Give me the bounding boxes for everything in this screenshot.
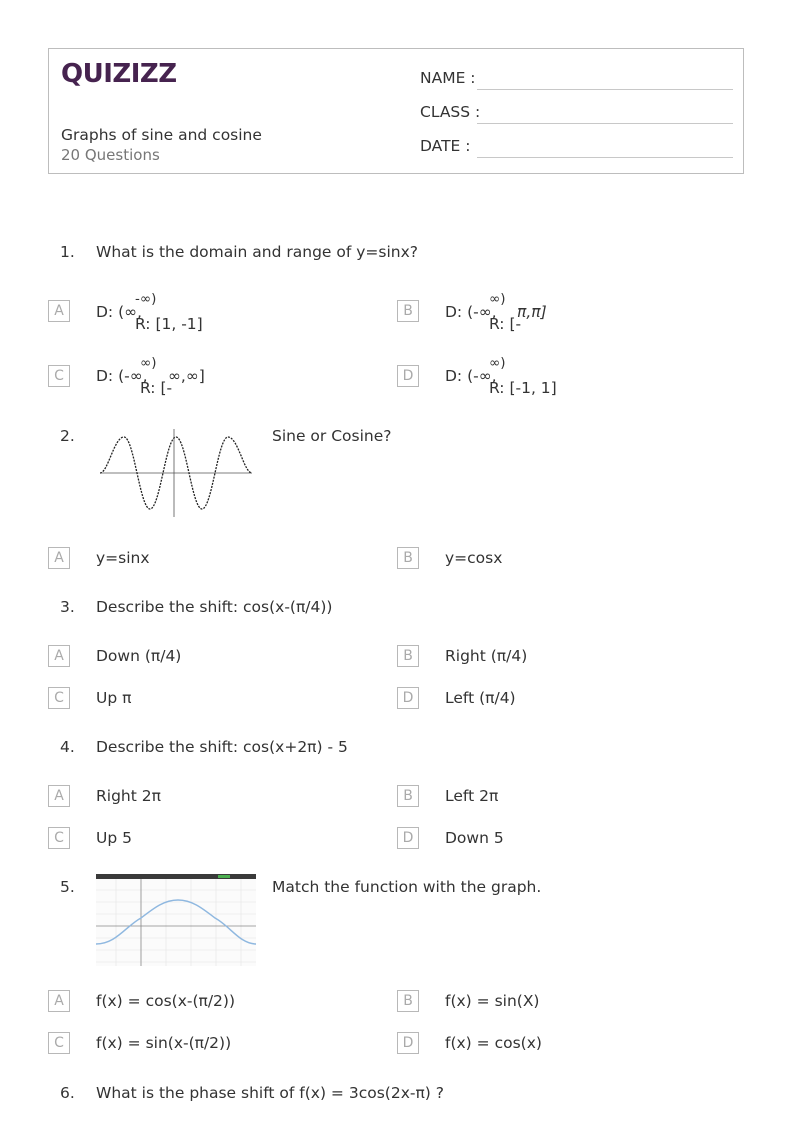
option-range: R: [1, -1]: [135, 315, 203, 333]
question-text: What is the phase shift of f(x) = 3cos(2x-π) ?: [96, 1084, 445, 1102]
option-domain: D: (-∞,: [445, 303, 497, 321]
date-label: DATE :: [420, 137, 471, 155]
question-number: 4.: [60, 738, 75, 756]
graph-toolbar-badge: [218, 875, 230, 878]
option-text: Left (π/4): [445, 689, 516, 707]
option-letter-box[interactable]: D: [397, 687, 419, 709]
class-label: CLASS :: [420, 103, 481, 121]
option-domain-sup: ∞): [489, 355, 506, 371]
option-range: R: [-: [489, 315, 522, 333]
option-letter-box[interactable]: A: [48, 785, 70, 807]
quizizz-logo: QUIZIZZ: [61, 59, 177, 89]
option-domain: D: (-∞,: [96, 367, 148, 385]
question-number: 3.: [60, 598, 75, 616]
option-domain-sup: -∞): [135, 291, 157, 307]
option-letter-box[interactable]: A: [48, 300, 70, 322]
option-letter-box[interactable]: B: [397, 990, 419, 1012]
option-text: f(x) = cos(x): [445, 1034, 542, 1052]
graph-toolbar: [96, 874, 256, 879]
option-domain: D: (-∞,: [445, 367, 497, 385]
cosine-graph-image: [96, 874, 256, 966]
question-text: Match the function with the graph.: [272, 878, 542, 896]
option-text: f(x) = cos(x-(π/2)): [96, 992, 236, 1010]
option-letter-box[interactable]: D: [397, 365, 419, 387]
option-text: Down 5: [445, 829, 504, 847]
question-count: 20 Questions: [61, 146, 160, 164]
option-text: Left 2π: [445, 787, 499, 805]
question-number: 5.: [60, 878, 75, 896]
option-letter-box[interactable]: D: [397, 1032, 419, 1054]
option-letter-box[interactable]: A: [48, 990, 70, 1012]
option-letter-box[interactable]: B: [397, 547, 419, 569]
option-letter-box[interactable]: D: [397, 827, 419, 849]
option-letter-box[interactable]: C: [48, 365, 70, 387]
option-letter-box[interactable]: C: [48, 1032, 70, 1054]
worksheet-header: [48, 48, 744, 174]
question-number: 6.: [60, 1084, 75, 1102]
option-letter-box[interactable]: B: [397, 785, 419, 807]
worksheet-title: Graphs of sine and cosine: [61, 126, 262, 144]
option-text: Down (π/4): [96, 647, 182, 665]
option-text: Up π: [96, 689, 132, 707]
option-letter-box[interactable]: C: [48, 687, 70, 709]
option-text: Right 2π: [96, 787, 161, 805]
question-text: Describe the shift: cos(x-(π/4)): [96, 598, 333, 616]
option-letter-box[interactable]: C: [48, 827, 70, 849]
option-domain: D: (∞,: [96, 303, 142, 321]
question-text: Sine or Cosine?: [272, 427, 392, 445]
question-text: What is the domain and range of y=sinx?: [96, 243, 419, 261]
option-text: f(x) = sin(x-(π/2)): [96, 1034, 232, 1052]
option-letter-box[interactable]: A: [48, 547, 70, 569]
sine-cosine-graph-image: [96, 425, 256, 519]
option-text: Right (π/4): [445, 647, 528, 665]
question-text: Describe the shift: cos(x+2π) - 5: [96, 738, 348, 756]
option-letter-box[interactable]: B: [397, 300, 419, 322]
option-range: R: [-1, 1]: [489, 379, 557, 397]
option-letter-box[interactable]: B: [397, 645, 419, 667]
option-range-tail: ∞,∞]: [168, 367, 205, 385]
option-text: y=cosx: [445, 549, 503, 567]
option-letter-box[interactable]: A: [48, 645, 70, 667]
option-range: R: [-: [140, 379, 173, 397]
option-domain-sup: ∞): [140, 355, 157, 371]
question-number: 1.: [60, 243, 75, 261]
option-domain-sup: ∞): [489, 291, 506, 307]
date-field-line[interactable]: [477, 157, 733, 158]
option-text: Up 5: [96, 829, 132, 847]
question-number: 2.: [60, 427, 75, 445]
option-text: f(x) = sin(X): [445, 992, 540, 1010]
option-range-tail: π,π]: [517, 303, 547, 321]
name-field-line[interactable]: [477, 89, 733, 90]
class-field-line[interactable]: [477, 123, 733, 124]
name-label: NAME :: [420, 69, 476, 87]
option-text: y=sinx: [96, 549, 150, 567]
